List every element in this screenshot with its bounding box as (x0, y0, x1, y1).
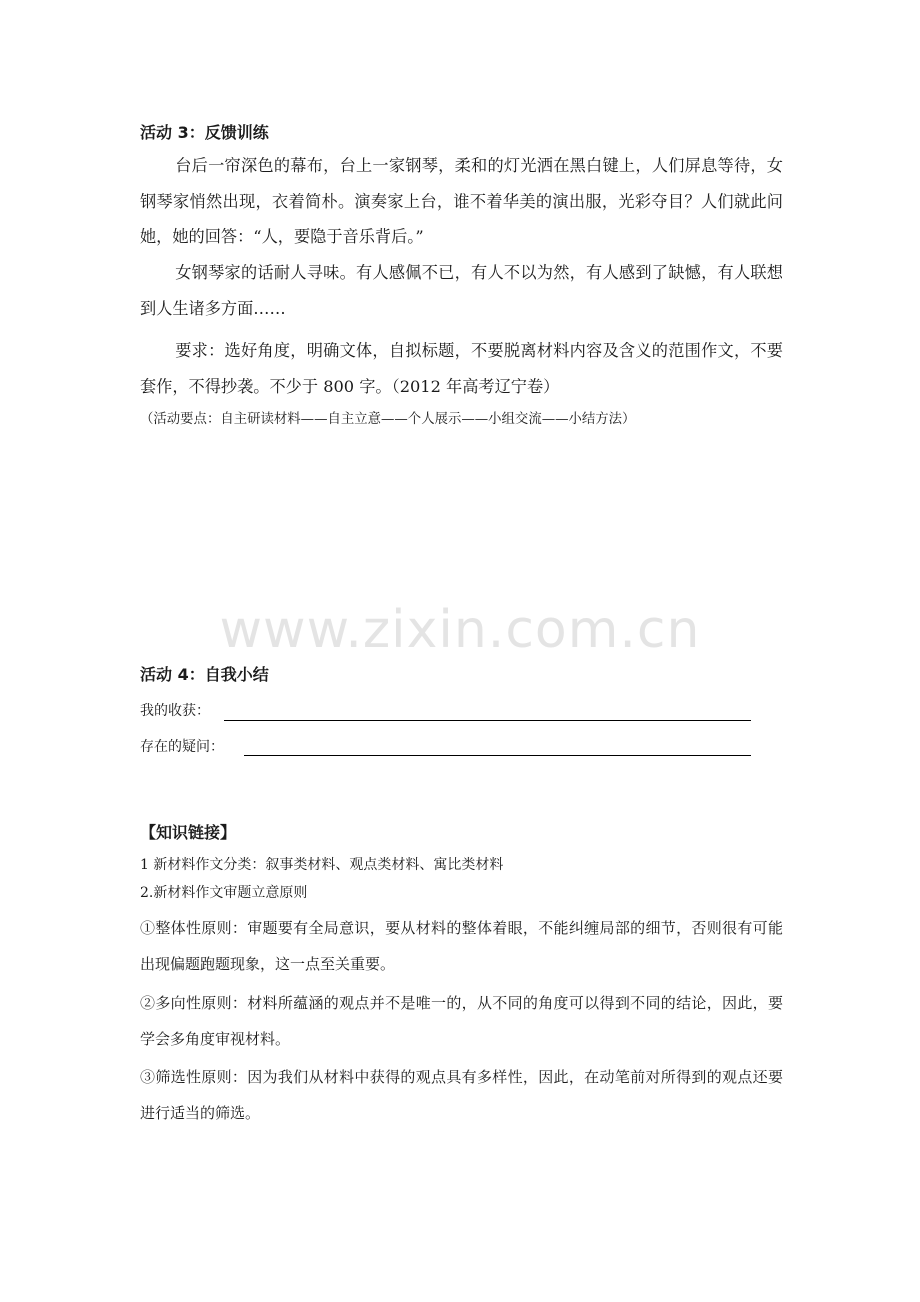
activity3-paragraph-1 (140, 148, 783, 255)
principle-2: ②多向性原则：材料所蕴涵的观点并不是唯一的，从不同的角度可以得到不同的结论，因此，要学会多角度审视材料。 (140, 994, 783, 1048)
knowledge-item-1: 1 新材料作文分类：叙事类材料、观点类材料、寓比类材料 (140, 857, 504, 873)
activity3-note: （活动要点：自主研读材料——自主立意——个人展示——小组交流——小结方法） (140, 412, 636, 427)
activity3-paragraph-1-text: 台后一帘深色的幕布，台上一家钢琴，柔和的灯光洒在黑白键上，人们屏息等待，女钢琴家悄然出现，衣着简朴。演奏家上台，谁不着华美的演出服，光彩夺目？人们就此问她，她的回答：“人，要隐于音乐背后。” (140, 156, 783, 246)
principle-3: ③筛选性原则：因为我们从材料中获得的观点具有多样性，因此，在动笔前对所得到的观点还要进行适当的筛选。 (140, 1068, 783, 1122)
knowledge-item-2: 2.新材料作文审题立意原则 (140, 885, 308, 901)
doubt-label: 存在的疑问： (140, 739, 224, 755)
knowledge-title: 【知识链接】 (140, 823, 237, 842)
principle-1: ①整体性原则：审题要有全局意识，要从材料的整体着眼，不能纠缠局部的细节，否则很有可能出现偏题跑题现象，这一点至关重要。 (140, 919, 783, 973)
activity3-requirement-text: 要求：选好角度，明确文体，自拟标题，不要脱离材料内容及含义的范围作文，不要套作，不得抄袭。不少于 800 字。（2012 年高考辽宁卷） (140, 341, 783, 396)
doubt-answer-line[interactable] (244, 755, 751, 756)
activity3-requirement (140, 333, 783, 404)
activity4-title: 活动 4：自我小结 (140, 665, 269, 684)
gain-answer-line[interactable] (224, 720, 751, 721)
activity3-title: 活动 3：反馈训练 (140, 123, 269, 142)
watermark: www.zixin.com.cn (219, 600, 701, 660)
activity3-paragraph-2 (140, 255, 783, 326)
gain-label: 我的收获： (140, 703, 210, 719)
activity3-paragraph-2-text: 女钢琴家的话耐人寻味。有人感佩不已，有人不以为然，有人感到了缺憾，有人联想到人生诸多方面…… (140, 263, 783, 318)
